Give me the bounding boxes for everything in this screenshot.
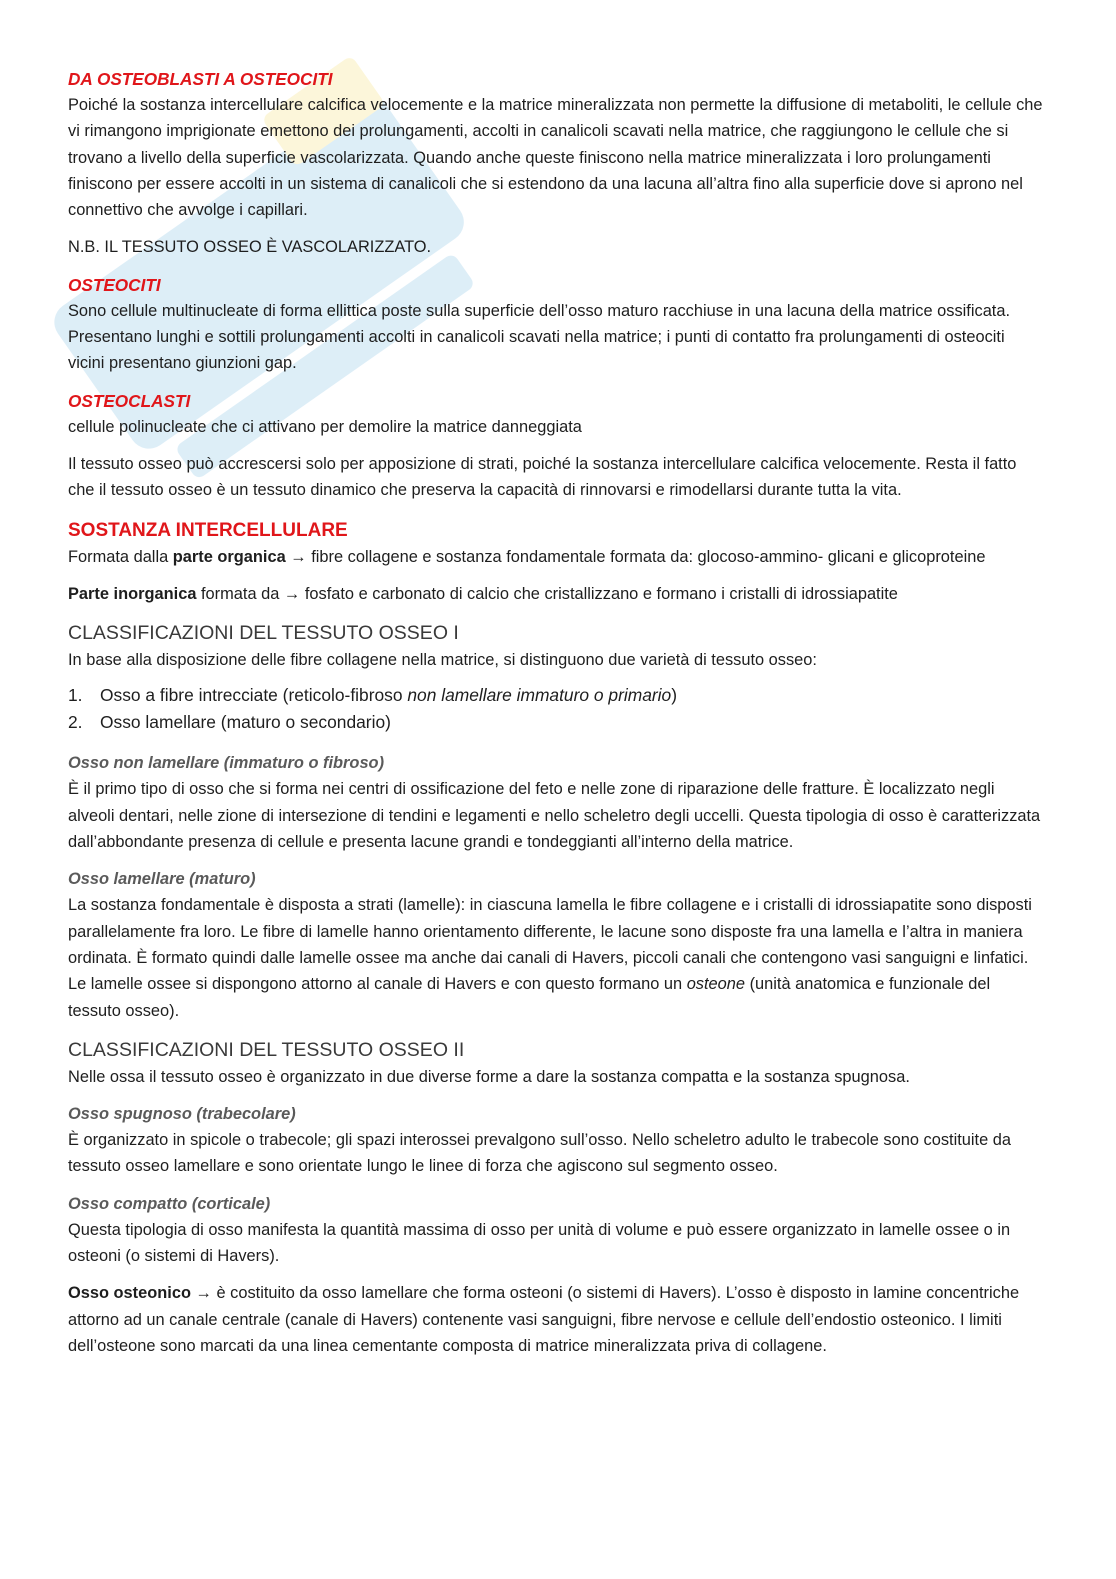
paragraph: Sono cellule multinucleate di forma ellittica poste sulla superficie dell’osso maturo racchiuse in una lacuna della matrice ossificata. Presentano lunghi e sottili prolungamenti accolti in canalicoli scavati nella matrice; i punti di contatto fra prolungamenti di osteociti vicini presentano giunzioni gap. — [68, 301, 1011, 373]
subheading-osso-non-lamellare: Osso non lamellare (immaturo o fibroso) — [68, 754, 385, 773]
paragraph: È organizzato in spicole o trabecole; gli spazi interossei prevalgono sull’osso. Nello scheletro adulto le trabecole sono costituite da tessuto osseo lamellare e sono orientate lungo le linee di forza che agiscono sul segmento osseo. — [68, 1131, 1011, 1176]
text-span: (unità anatomica e funzionale del tessuto osseo). — [68, 975, 991, 1020]
text-span: La sostanza fondamentale è disposta a strati (lamelle): in ciascuna lamella le fibre collagene e i cristalli di idrossiapatite sono disposti parallelamente fra loro. Le fibre di lamelle hanno orientamento differente, le lacune sono disposte fra una lamella e l’altra in maniera ordinata. È formato quindi dalle lamelle ossee ma anche dai canali di Havers, piccoli canali che contengono vasi sanguigni e linfatici. Le lamelle ossee si dispongono attorno al canale di Havers e con questo formano un — [68, 896, 1032, 994]
paragraph — [68, 892, 1043, 1023]
paragraph: Il tessuto osseo può accrescersi solo per apposizione di strati, poiché la sostanza intercellulare calcifica velocemente. Resta il fatto che il tessuto osseo è un tessuto dinamico che preserva la capacità di rinnovarsi e rimodellarsi durante tutta la vita. — [68, 454, 1017, 500]
heading-classificazioni-2: CLASSIFICAZIONI DEL TESSUTO OSSEO II — [68, 1038, 465, 1061]
paragraph — [68, 581, 1043, 607]
paragraph: Nelle ossa il tessuto osseo è organizzato in due diverse forme a dare la sostanza compatta e la sostanza spugnosa. — [68, 1067, 910, 1086]
heading-osteoblasti-osteociti: DA OSTEOBLASTI A OSTEOCITI — [68, 69, 333, 89]
heading-classificazioni-1: CLASSIFICAZIONI DEL TESSUTO OSSEO I — [68, 622, 459, 645]
document-page — [68, 66, 1043, 1359]
text-span: Osso lamellare (maturo o secondario) — [100, 712, 391, 733]
text-span: Formata dalla — [68, 547, 173, 566]
bold-term: Osso osteonico → — [68, 1284, 212, 1303]
paragraph: Poiché la sostanza intercellulare calcifica velocemente e la matrice mineralizzata non permette la diffusione di metaboliti, le cellule che vi rimangono imprigionate emettono dei prolungamenti, accolti in canalicoli scavati nella matrice, che raggiungono le cellule che si trovano a livello della superficie vascolarizzata. Quando anche queste finiscono nella matrice mineralizzata i loro prolungamenti finiscono per essere accolti in un sistema di canalicoli che si estendono da una lacuna all’altra fino alla superficie dove si aprono nel connettivo che avvolge i capillari. — [68, 96, 1043, 220]
list-item — [68, 682, 1043, 709]
text-span: formata da → fosfato e carbonato di calcio che cristallizzano e formano i cristalli di idrossiapatite — [196, 584, 898, 603]
paragraph: cellule polinucleate che ci attivano per demolire la matrice danneggiata — [68, 417, 582, 436]
heading-osteociti: OSTEOCITI — [68, 274, 161, 295]
bold-term: parte organica — [172, 547, 286, 566]
text-span: è costituito da osso lamellare che forma osteoni (o sistemi di Havers). L’osso è disposto in lamine concentriche attorno ad un canale centrale (canale di Havers) contenente vasi sanguigni, fibre nervose e cellule dell’endostio osteonico. I limiti dell’osteone sono marcati da una linea cementante composta di matrice mineralizzata priva di collagene. — [68, 1284, 1020, 1355]
paragraph — [68, 544, 1043, 570]
list-number: 2. — [68, 712, 83, 733]
italic-term: non lamellare immaturo o primario — [407, 685, 672, 706]
subheading-osso-lamellare: Osso lamellare (maturo) — [68, 870, 256, 889]
bold-term: Parte inorganica — [68, 584, 197, 603]
paragraph: Questa tipologia di osso manifesta la quantità massima di osso per unità di volume e può essere organizzato in lamelle ossee o in osteoni (o sistemi di Havers). — [68, 1220, 1011, 1266]
paragraph: È il primo tipo di osso che si forma nei centri di ossificazione del feto e nelle zone di riparazione delle fratture. È localizzato negli alveoli dentari, nelle zione di intersezione di tendini e legamenti e nello scheletro degli uccelli. Questa tipologia di osso è caratterizzata dall’abbondante presenza di cellule e presenta lacune grandi e tondeggianti all’interno della matrice. — [68, 780, 1041, 852]
numbered-list — [68, 682, 1043, 736]
text-span: → fibre collagene e sostanza fondamentale formata da: glocoso-ammino- glicani e glicoproteine — [285, 547, 986, 566]
note-paragraph: N.B. IL TESSUTO OSSEO È VASCOLARIZZATO. — [68, 238, 432, 257]
paragraph: In base alla disposizione delle fibre collagene nella matrice, si distinguono due varietà di tessuto osseo: — [68, 651, 817, 670]
heading-sostanza-intercellulare: SOSTANZA INTERCELLULARE — [68, 519, 348, 541]
text-span: Osso a fibre intrecciate (reticolo-fibroso — [100, 685, 408, 706]
paragraph — [68, 1280, 1043, 1359]
heading-osteoclasti: OSTEOCLASTI — [68, 390, 191, 411]
subheading-osso-spugnoso: Osso spugnoso (trabecolare) — [68, 1105, 296, 1124]
list-item — [68, 709, 1043, 736]
italic-term: osteone — [686, 975, 746, 994]
text-span: ) — [671, 685, 678, 706]
subheading-osso-compatto: Osso compatto (corticale) — [68, 1194, 271, 1213]
list-number: 1. — [68, 685, 83, 706]
